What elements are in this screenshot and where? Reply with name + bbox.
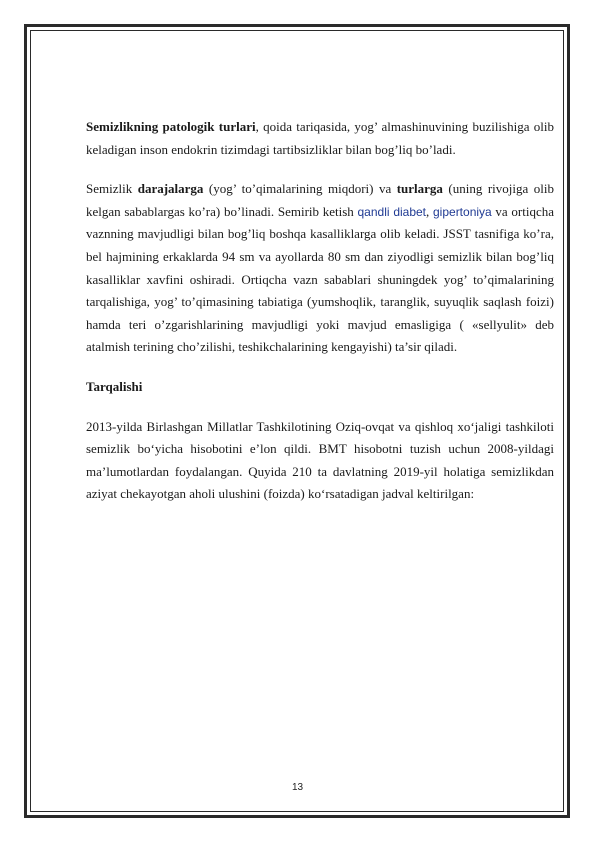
paragraph-text: , qoida tariqasida, yog’ almashinuvining buzilishiga olib keladigan inson endokrin tizimdagi tartibsizliklar bilan bog’liq bo’ladi. bbox=[86, 119, 554, 157]
text-run: Semizlik bbox=[86, 181, 138, 197]
text-run: va ortiqcha vaznning mavjudligi bilan bog’liq boshqa kasalliklarga olib keladi. JSST tasnifiga ko’ra, bel hajmining erkaklarda 94 sm va ayollarda 80 sm dan ziyodligi semizlik bilan bog’liq kasalliklar xavfini oshiradi. Ortiqcha vazn sabablari shuningdek yog’ to’qimalarining tarqalishiga, yog’ to’qimasining tabiatiga (yumshoqlik, taranglik, suyuqlik saqlash foizi) hamda teri o’zgarishlarining mavjudligi yoki mavjud emasligiga ( «sellyulit» deb atalmish terining cho’zilishi, teshikchalarining kengayishi) ta’sir qiladi. bbox=[86, 203, 555, 355]
document-body bbox=[86, 116, 554, 506]
term-bold: darajalarga bbox=[137, 181, 204, 197]
paragraph-classification bbox=[86, 178, 554, 359]
paragraph-definition bbox=[86, 116, 554, 161]
paragraph-distribution: 2013-yilda Birlashgan Millatlar Tashkilotining Oziq-ovqat va qishloq xo‘jaligi tashkiloti semizlik bo‘yicha hisobotini e’lon qildi. BMT hisobotni tuzish uchun 2008-yildagi ma’lumotlardan foydalangan. Quyida 210 ta davlatning 2019-yil holatiga semizlikdan aziyat chekayotgan aholi ulushini (foizda) ko‘rsatadigan jadval keltirilgan: bbox=[86, 418, 554, 502]
text-run: (yog’ to’qimalarining miqdori) va bbox=[203, 181, 397, 197]
section-heading: Tarqalishi bbox=[86, 378, 143, 394]
text-run: , bbox=[426, 203, 433, 219]
term-bold: Semizlikning patologik turlari bbox=[86, 119, 256, 134]
link-qandli-diabet[interactable]: qandli diabet bbox=[357, 204, 427, 219]
link-gipertoniya[interactable]: gipertoniya bbox=[433, 204, 492, 219]
term-bold: turlarga bbox=[396, 181, 443, 197]
text-run: (uning rivojiga olib kelgan sabablargas ko’ra) bo’linadi. Semirib ketish bbox=[86, 181, 555, 219]
page-number: 13 bbox=[291, 782, 304, 793]
